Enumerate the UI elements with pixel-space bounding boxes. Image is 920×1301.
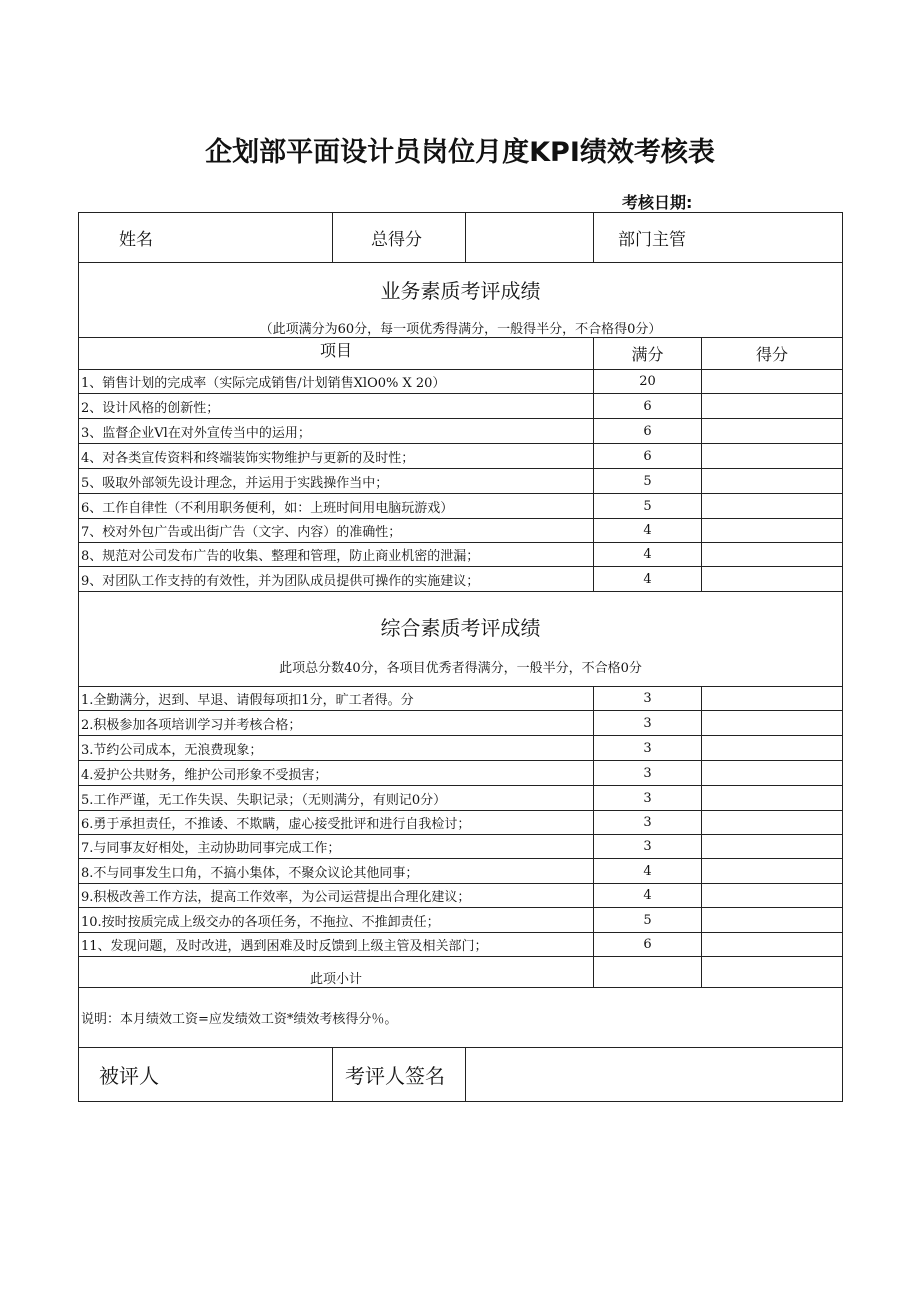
item-score-field[interactable] [702,394,843,419]
item-score-field[interactable] [702,469,843,494]
kpi-table [78,212,843,1102]
item-score-field[interactable] [702,711,843,736]
section1-items [79,370,843,592]
item-full-score: 4 [594,543,702,567]
item-text: 11、发现问题，及时改进，遇到困难及时反馈到上级主管及相关部门； [79,933,594,957]
item-score-field[interactable] [702,835,843,859]
col-full-header: 满分 [594,338,702,370]
col-item-header: 项目 [79,338,594,370]
item-text: 1、销售计划的完成率（实际完成销售/计划销售XlO0% X 20） [79,370,594,394]
item-row [79,884,843,908]
item-text: 6、工作自律性（不利用职务便利，如：上班时间用电脑玩游戏） [79,494,594,519]
item-score-field[interactable] [702,884,843,908]
item-row [79,687,843,711]
subtotal-label: 此项小计 [79,957,594,988]
item-full-score: 3 [594,786,702,811]
item-score-field[interactable] [702,370,843,394]
item-full-score: 4 [594,859,702,884]
column-header-row [79,338,843,370]
item-full-score: 20 [594,370,702,394]
item-full-score: 4 [594,884,702,908]
item-full-score: 6 [594,419,702,444]
subtotal-full [594,957,702,988]
name-label: 姓名 [79,213,333,263]
item-text: 1.全勤满分，迟到、早退、请假每项扣1分，旷工者得。分 [79,687,594,711]
item-row [79,711,843,736]
item-score-field[interactable] [702,933,843,957]
item-text: 7、校对外包广告或出街广告（文字、内容）的准确性； [79,519,594,543]
item-text: 8、规范对公司发布广告的收集、整理和管理，防止商业机密的泄漏； [79,543,594,567]
item-text: 5、吸取外部领先设计理念，并运用于实践操作当中； [79,469,594,494]
section2-items [79,687,843,957]
item-row [79,761,843,786]
item-text: 2、设计风格的创新性； [79,394,594,419]
item-full-score: 4 [594,567,702,592]
item-row [79,519,843,543]
section1-header [79,263,843,338]
item-row [79,543,843,567]
subtotal-score[interactable] [702,957,843,988]
item-text: 6.勇于承担责任，不推诿、不欺瞒，虚心接受批评和进行自我检讨； [79,811,594,835]
item-text: 10.按时按质完成上级交办的各项任务，不拖拉、不推卸责任； [79,908,594,933]
total-score-value[interactable] [466,213,594,263]
item-row [79,933,843,957]
item-score-field[interactable] [702,543,843,567]
item-text: 3.节约公司成本，无浪费现象； [79,736,594,761]
manager-label: 部门主管 [594,213,843,263]
section2-title: 综合素质考评成绩 [380,616,541,640]
item-score-field[interactable] [702,811,843,835]
item-row [79,736,843,761]
section1-title: 业务素质考评成绩 [380,279,541,303]
item-full-score: 3 [594,687,702,711]
evaluatee-label: 被评人 [79,1048,333,1102]
total-score-label: 总得分 [333,213,466,263]
item-row [79,811,843,835]
page-title: 企划部平面设计员岗位月度KPI绩效考核表 [205,137,715,168]
item-score-field[interactable] [702,494,843,519]
item-row [79,394,843,419]
item-full-score: 4 [594,519,702,543]
item-row [79,786,843,811]
item-full-score: 5 [594,494,702,519]
item-score-field[interactable] [702,519,843,543]
item-full-score: 6 [594,394,702,419]
item-row [79,835,843,859]
review-date-label: 考核日期: [622,193,693,212]
section2-header [79,592,843,687]
item-text: 3、监督企业Vl在对外宣传当中的运用； [79,419,594,444]
item-row [79,370,843,394]
item-text: 4、对各类宣传资料和终端装饰实物维护与更新的及时性； [79,444,594,469]
item-text: 2.积极参加各项培训学习并考核合格； [79,711,594,736]
item-score-field[interactable] [702,567,843,592]
item-score-field[interactable] [702,859,843,884]
item-text: 5.工作严谨，无工作失误、失职记录；（无则满分，有则记0分） [79,786,594,811]
item-full-score: 5 [594,908,702,933]
item-score-field[interactable] [702,908,843,933]
item-text: 9、对团队工作支持的有效性，并为团队成员提供可操作的实施建议； [79,567,594,592]
footer-note: 说明：本月绩效工资=应发绩效工资*绩效考核得分％。 [79,988,843,1048]
col-score-header: 得分 [702,338,843,370]
item-text: 7.与同事友好相处，主动协助同事完成工作； [79,835,594,859]
section2-note: 此项总分数40分，各项目优秀者得满分，一般半分，不合格0分 [279,661,642,676]
item-row [79,494,843,519]
footer-note-row [79,988,843,1048]
item-row [79,469,843,494]
header-row [79,213,843,263]
item-full-score: 3 [594,835,702,859]
item-score-field[interactable] [702,786,843,811]
item-row [79,567,843,592]
item-full-score: 3 [594,736,702,761]
subtotal-row [79,957,843,988]
item-score-field[interactable] [702,444,843,469]
signature-row [79,1048,843,1102]
item-score-field[interactable] [702,419,843,444]
item-score-field[interactable] [702,687,843,711]
item-full-score: 3 [594,761,702,786]
item-full-score: 3 [594,711,702,736]
item-row [79,908,843,933]
item-full-score: 3 [594,811,702,835]
section1-note: （此项满分为60分，每一项优秀得满分，一般得半分，不合格得0分） [259,322,662,337]
item-row [79,444,843,469]
evaluator-label: 考评人签名 [333,1048,466,1102]
evaluator-signature-field[interactable] [466,1048,843,1102]
item-text: 9.积极改善工作方法，提高工作效率，为公司运营提出合理化建议； [79,884,594,908]
item-score-field[interactable] [702,736,843,761]
item-full-score: 5 [594,469,702,494]
item-full-score: 6 [594,933,702,957]
item-text: 4.爱护公共财务，维护公司形象不受损害； [79,761,594,786]
item-text: 8.不与同事发生口角，不搞小集体，不聚众议论其他同事； [79,859,594,884]
item-full-score: 6 [594,444,702,469]
item-row [79,419,843,444]
item-score-field[interactable] [702,761,843,786]
item-row [79,859,843,884]
